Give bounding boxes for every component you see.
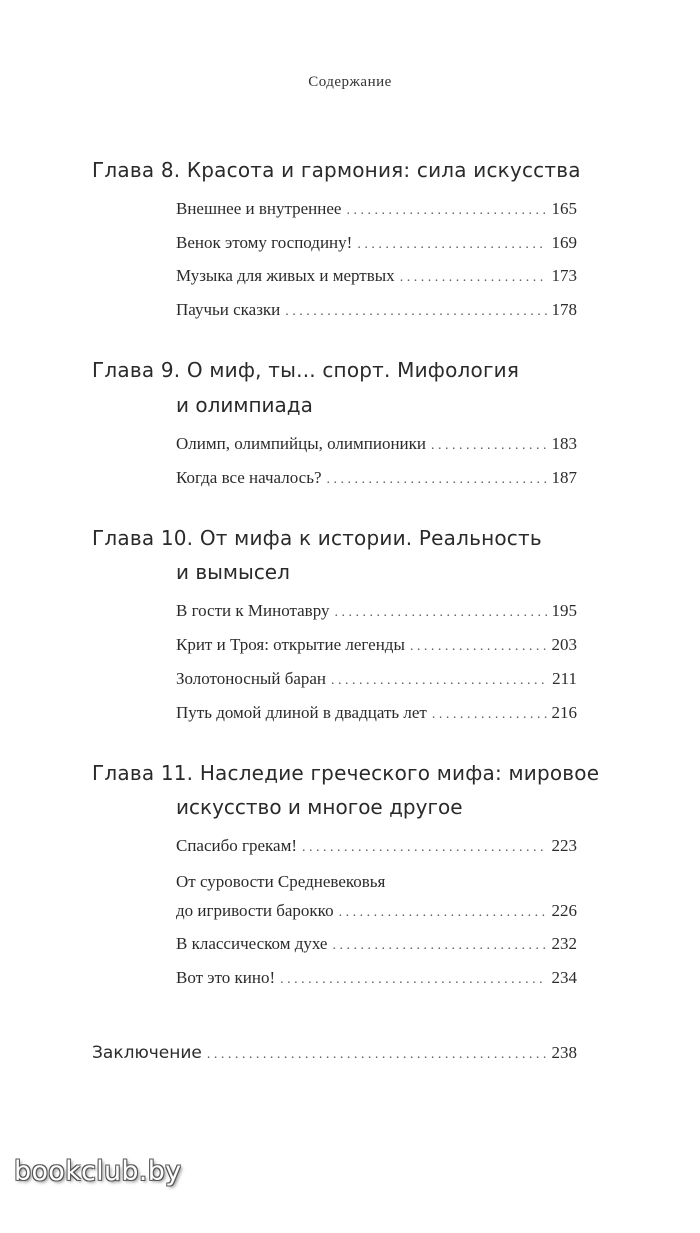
chapter-8-title: Красота и гармония: сила искусства xyxy=(186,158,581,182)
toc-entry-title: Вот это кино! xyxy=(176,968,276,987)
chapter-11-title-continued: искусство и многое другое xyxy=(176,795,463,819)
toc-entry-page: 173 xyxy=(551,266,577,285)
toc-entry-title: Паучьи сказки xyxy=(176,300,281,319)
toc-entry[interactable] xyxy=(176,968,577,992)
watermark-text: bookclub.by xyxy=(14,1156,182,1187)
toc-entry-conclusion[interactable] xyxy=(92,1043,577,1067)
toc-entry[interactable] xyxy=(176,901,577,925)
toc-entry-page: 169 xyxy=(551,233,577,252)
toc-entry[interactable] xyxy=(176,468,577,492)
toc-entry-title: Когда все началось? xyxy=(176,468,322,487)
dot-leader xyxy=(332,938,546,954)
chapter-10-title-continued: и вымысел xyxy=(176,560,290,584)
dot-leader xyxy=(357,237,546,253)
toc-entry[interactable] xyxy=(176,601,577,625)
dot-leader xyxy=(431,438,546,454)
toc-entry-title: Крит и Троя: открытие легенды xyxy=(176,635,405,654)
toc-entry[interactable] xyxy=(176,669,577,693)
toc-entry[interactable] xyxy=(176,934,577,958)
toc-entry-page: 183 xyxy=(551,434,577,453)
toc-entry[interactable] xyxy=(176,434,577,458)
chapter-8-heading xyxy=(92,158,581,182)
toc-entry-page: 232 xyxy=(551,934,577,953)
toc-entry-page: 234 xyxy=(551,968,577,987)
toc-entry-title: Спасибо грекам! xyxy=(176,836,298,855)
toc-entry-title: до игривости барокко xyxy=(176,901,334,920)
chapter-9-label: Глава 9. xyxy=(92,358,181,382)
chapter-9-heading xyxy=(92,358,519,382)
toc-entry-page: 223 xyxy=(551,836,577,855)
toc-entry[interactable] xyxy=(176,199,577,223)
toc-entry-page: 216 xyxy=(551,703,577,722)
dot-leader xyxy=(400,270,547,286)
toc-entry-page: 165 xyxy=(551,199,577,218)
dot-leader xyxy=(432,707,547,723)
toc-entry-page: 226 xyxy=(551,901,577,920)
toc-entry[interactable] xyxy=(176,836,577,860)
toc-entry-title: Путь домой длиной в двадцать лет xyxy=(176,703,427,722)
toc-entry-title: В гости к Минотавру xyxy=(176,601,330,620)
toc-entry[interactable] xyxy=(176,300,577,324)
chapter-11-label: Глава 11. xyxy=(92,761,194,785)
toc-entry[interactable] xyxy=(176,266,577,290)
toc-entry-page: 187 xyxy=(551,468,577,487)
dot-leader xyxy=(327,472,547,488)
chapter-11-title: Наследие греческого мифа: мировое xyxy=(199,761,600,785)
dot-leader xyxy=(302,840,546,856)
chapter-9-title-continued: и олимпиада xyxy=(176,393,313,417)
chapter-10-heading xyxy=(92,526,542,550)
toc-entry-page: 195 xyxy=(551,601,577,620)
dot-leader xyxy=(331,673,547,689)
chapter-11-heading xyxy=(92,761,599,785)
dot-leader xyxy=(207,1047,547,1063)
toc-entry-title: Музыка для живых и мертвых xyxy=(176,266,395,285)
chapter-10-title: От мифа к истории. Реальность xyxy=(199,526,542,550)
dot-leader xyxy=(334,605,546,621)
toc-entry-page: 211 xyxy=(552,669,577,688)
dot-leader xyxy=(280,972,546,988)
toc-entry-title: В классическом духе xyxy=(176,934,328,953)
toc-entry-title: Венок этому господину! xyxy=(176,233,353,252)
toc-entry[interactable] xyxy=(176,233,577,257)
toc-entry[interactable] xyxy=(176,703,577,727)
conclusion-title: Заключение xyxy=(92,1043,202,1063)
dot-leader xyxy=(339,905,547,921)
dot-leader xyxy=(410,639,547,655)
chapter-8-label: Глава 8. xyxy=(92,158,181,182)
toc-entry-page: 203 xyxy=(551,635,577,654)
toc-entry-title-line1: От суровости Средневековья xyxy=(176,872,386,891)
chapter-9-title: О миф, ты... спорт. Мифология xyxy=(186,358,520,382)
running-head: Содержание xyxy=(308,74,392,90)
toc-entry[interactable] xyxy=(176,635,577,659)
toc-entry-title: Золотоносный баран xyxy=(176,669,327,688)
toc-entry-title: Внешнее и внутреннее xyxy=(176,199,342,218)
dot-leader xyxy=(285,304,546,320)
chapter-10-label: Глава 10. xyxy=(92,526,194,550)
conclusion-page: 238 xyxy=(551,1043,577,1062)
toc-entry-title: Олимп, олимпийцы, олимпионики xyxy=(176,434,427,453)
toc-entry-page: 178 xyxy=(551,300,577,319)
dot-leader xyxy=(346,203,546,219)
